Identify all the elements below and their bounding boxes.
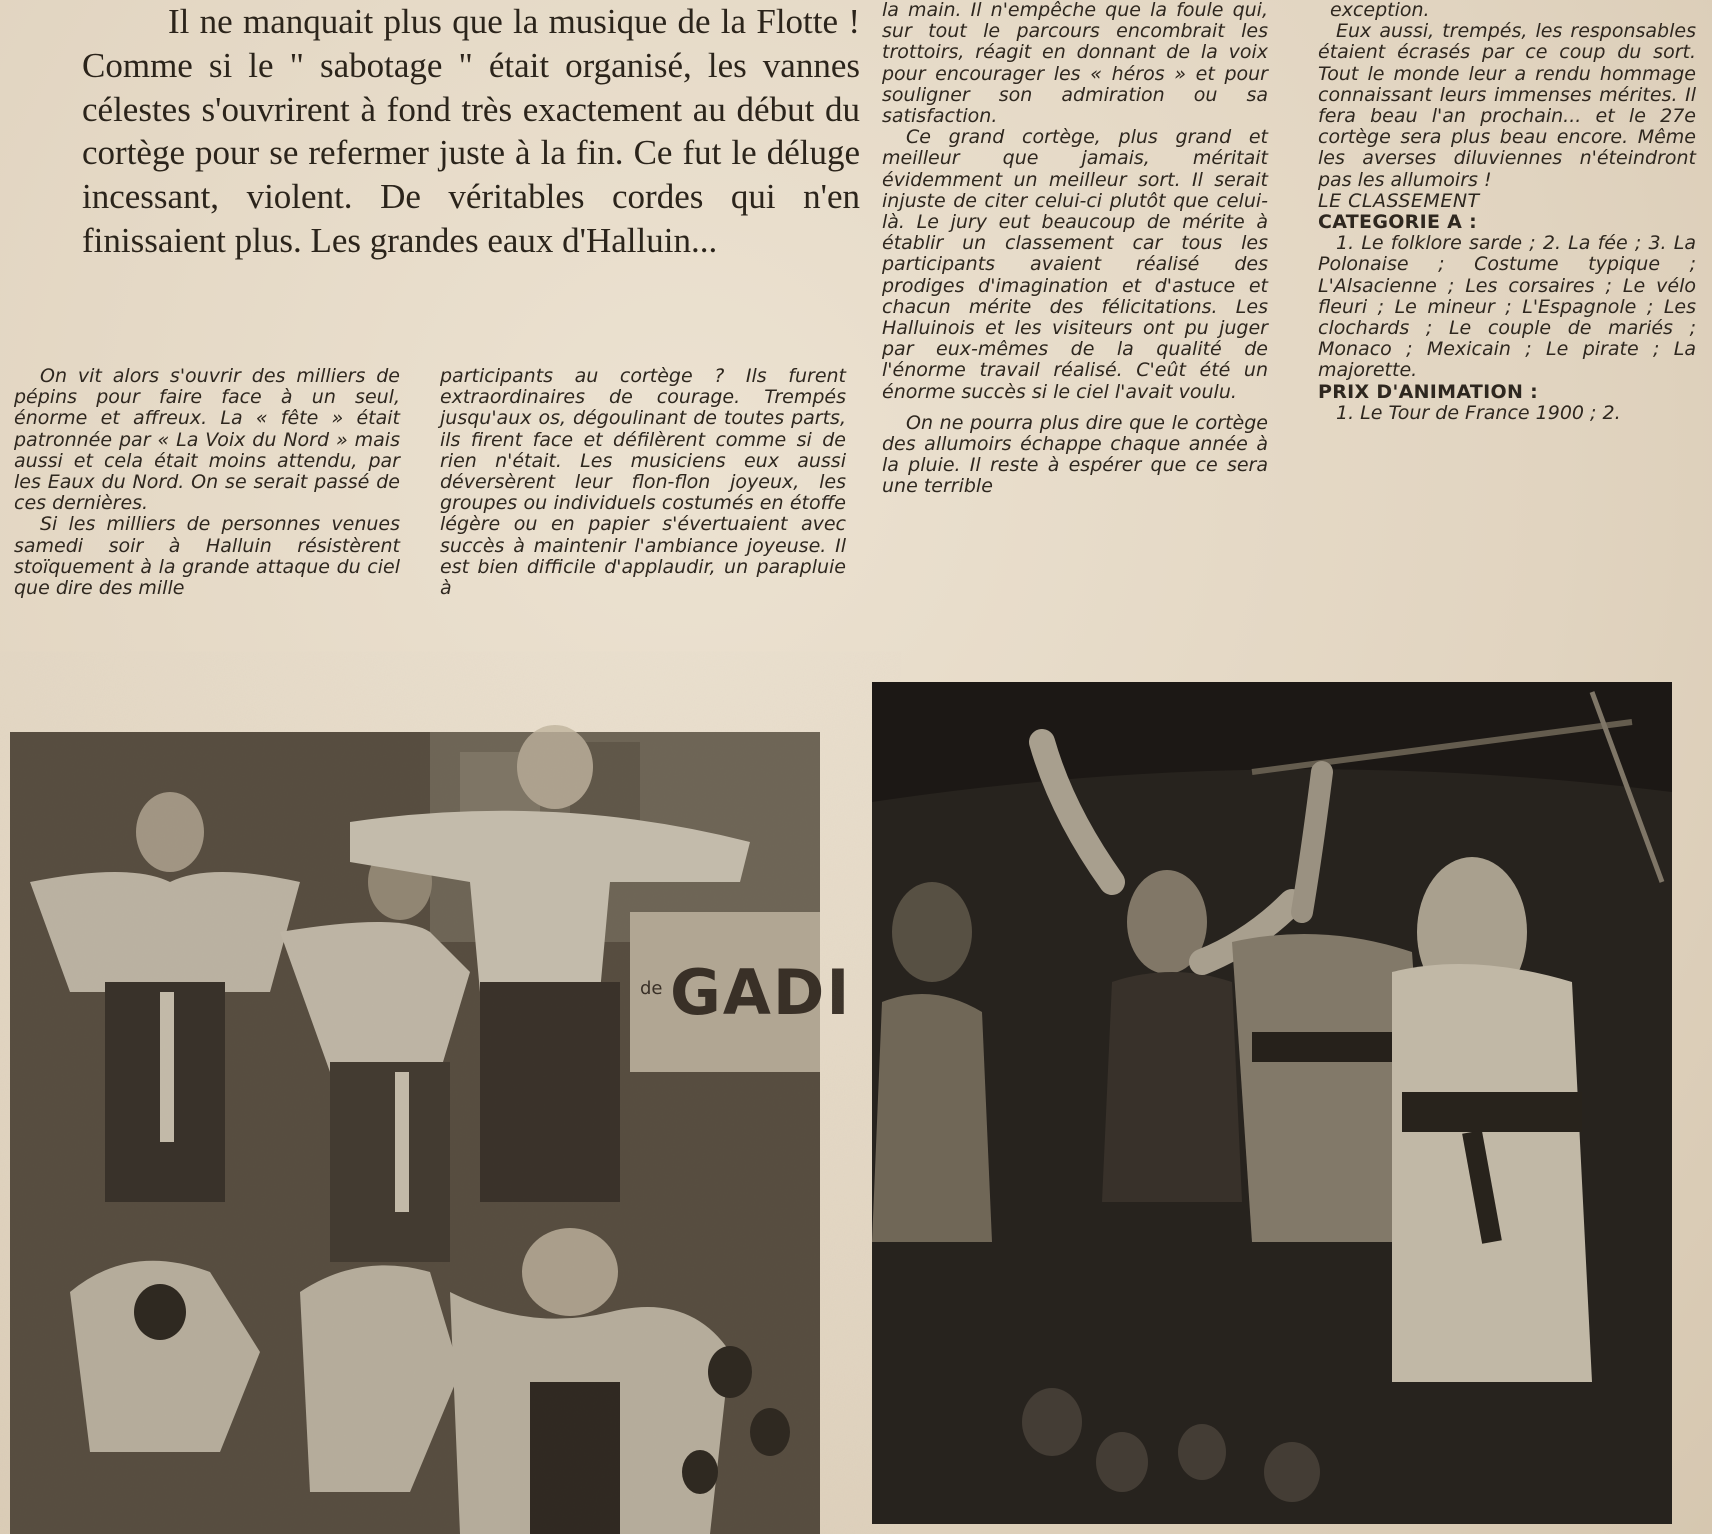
article-column-4 (1318, 0, 1696, 424)
classement-title: LE CLASSEMENT (1318, 189, 1480, 212)
photo-left-illustration (10, 732, 852, 1534)
column4-paragraph-2: Eux aussi, trempés, les responsables étaient écrasés par ce coup du sort. Tout le monde leur a rendu hommage connaissant leurs immenses mérites. Il fera beau l'an prochain... et le 27e cortège sera plus beau encore. Même les averses diluviennes n'éteindront pas les allumoirs ! (1318, 20, 1696, 191)
category-a-list: 1. Le folklore sarde ; 2. La fée ; 3. La Polonaise ; Costume typique ; L'Alsacienne ; Les corsaires ; Le vélo fleuri ; Le mineur ; L'Espagnole ; Les clochards ; Le couple de mariés ; Monaco ; Mexicain ; Le pirate ; La majorette. (1318, 232, 1696, 382)
lead-text: Il ne manquait plus que la musique de la Flotte ! Comme si le " sabotage " était organisé, les vannes célestes s'ouvrirent à fond très exactement au début du cortège pour se refermer juste à la fin. Ce fut le déluge incessant, violent. De véritables cordes qui n'en finissaient plus. Les grandes eaux d'Halluin... (82, 2, 860, 260)
column1-paragraph-1: On vit alors s'ouvrir des milliers de pépins pour faire face à un seul, énorme et affreux. La « fête » était patronnée par « La Voix du Nord » mais aussi et cela était moins attendu, par les Eaux du Nord. On se serait passé de ces dernières. (14, 365, 400, 515)
left-banner-prefix: de (640, 978, 663, 999)
column1-paragraph-2: Si les milliers de personnes venues samedi soir à Halluin résistèrent stoïquement à la grande attaque du ciel que dire des mille (14, 513, 400, 600)
photo-right-dancers (872, 682, 1672, 1524)
category-a-heading: CATEGORIE A : (1318, 211, 1477, 234)
lead-paragraph (82, 0, 860, 263)
photo-right-illustration (872, 682, 1672, 1524)
article-column-1 (14, 366, 400, 599)
column2-paragraph-1: participants au cortège ? Ils furent extraordinaires de courage. Trempés jusqu'aux os, dégoulinant de toutes parts, ils firent face et défilèrent comme si de rien n'était. Les musiciens eux aussi déversèrent leur flon-flon joyeux, les groupes ou individuels costumés en étoffe légère ou en papier s'évertuaient avec succès à maintenir l'ambiance joyeuse. Il est bien difficile d'applaudir, un parapluie à (440, 365, 846, 600)
left-banner-text: GADI (670, 956, 852, 1029)
column3-paragraph-1: la main. Il n'empêche que la foule qui, sur tout le parcours encombrait les trottoirs, réagit en donnant de la voix pour encourager les « héros » et pour souligner son admiration ou sa satisfaction. (882, 0, 1268, 128)
column3-paragraph-3: On ne pourra plus dire que le cortège des allumoirs échappe chaque année à la pluie. Il reste à espérer que ce sera une terrible (882, 411, 1268, 498)
prize-list: 1. Le Tour de France 1900 ; 2. (1336, 401, 1621, 424)
column3-paragraph-2: Ce grand cortège, plus grand et meilleur que jamais, méritait évidemment un meilleur sort. Il serait injuste de citer celui-ci plutôt que celui-là. Le jury eut beaucoup de mérite à établir un classement car tous les participants avaient réalisé des prodiges d'imagination et d'astuce et chacun mérite des félicitations. Les Halluinois et les visiteurs ont pu juger par eux-mêmes de la qualité de l'énorme travail réalisé. C'eût été un énorme succès si le ciel l'avait voulu. (882, 126, 1268, 403)
article-column-2 (440, 366, 846, 599)
prize-heading: PRIX D'ANIMATION : (1318, 380, 1538, 403)
article-column-3 (882, 0, 1268, 498)
column4-paragraph-1: exception. (1330, 0, 1430, 21)
photo-left-costumed-parade (10, 732, 852, 1534)
